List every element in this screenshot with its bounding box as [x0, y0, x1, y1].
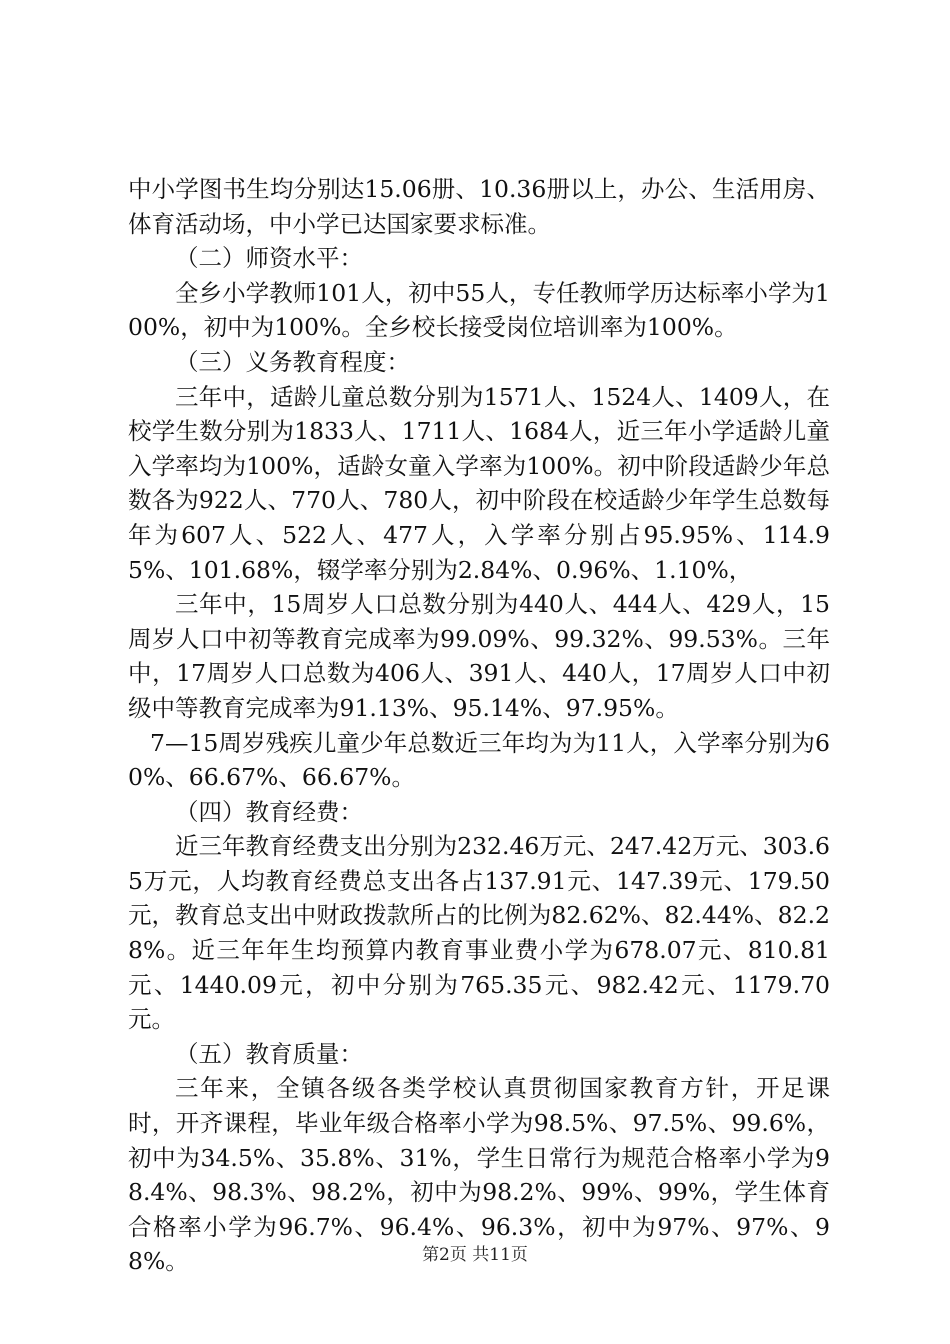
paragraph-education-funding: 近三年教育经费支出分别为232.46万元、247.42万元、303.65万元，人均教育经费总支出各占137.91元、147.39元、179.50元，教育总支出中财政拨款所占的比例为82.62%、82.44%、82.28%。近三年年生均预算内教育事业费小学为678.07元、810.81元、1440.09元，初中分别为765.35元、982.42元、1179.70元。: [128, 832, 830, 1034]
paragraph-library-facilities: 中小学图书生均分别达15.06册、10.36册以上，办公、生活用房、体育活动场，中小学已达国家要求标准。: [128, 175, 830, 238]
heading-compulsory-education: （三）义务教育程度：: [175, 347, 410, 376]
heading-education-quality: （五）教育质量：: [175, 1039, 363, 1068]
paragraph-enrollment: 三年中，适龄儿童总数分别为1571人、1524人、1409人，在校学生数分别为1833人、1711人、1684人，近三年小学适龄儿童入学率均为100%，适龄女童入学率为100%。初中阶段适龄少年总数各为922人、770人、780人，初中阶段在校适龄少年学生总数每年为607人、522人、477人，入学率分别占95.95%、114.95%、101.68%，辍学率分别为2.84%、0.96%、1.10%，: [128, 382, 830, 584]
page-number-footer: 第2页 共11页: [422, 1245, 528, 1265]
paragraph-disabled-children: 7—15周岁残疾儿童少年总数近三年均为为11人，入学率分别为60%、66.67%、66.67%。: [128, 728, 830, 792]
document-body: [128, 172, 830, 1279]
heading-teacher-level: （二）师资水平：: [175, 244, 363, 273]
heading-education-funding: （四）教育经费：: [175, 797, 363, 826]
paragraph-education-quality: 三年来，全镇各级各类学校认真贯彻国家教育方针，开足课时，开齐课程，毕业年级合格率小学为98.5%、97.5%、99.6%，初中为34.5%、35.8%、31%，学生日常行为规范合格率小学为98.4%、98.3%、98.2%，初中为98.2%、99%、99%，学生体育合格率小学为96.7%、96.4%、96.3%，初中为97%、97%、98%。: [128, 1074, 830, 1276]
paragraph-teacher-level: 全乡小学教师101人，初中55人，专任教师学历达标率小学为100%，初中为100%。全乡校长接受岗位培训率为100%。: [128, 278, 830, 342]
paragraph-completion-rates: 三年中，15周岁人口总数分别为440人、444人、429人，15周岁人口中初等教育完成率为99.09%、99.32%、99.53%。三年中，17周岁人口总数为406人、391人、440人，17周岁人口中初级中等教育完成率为91.13%、95.14%、97.95%。: [128, 590, 830, 722]
